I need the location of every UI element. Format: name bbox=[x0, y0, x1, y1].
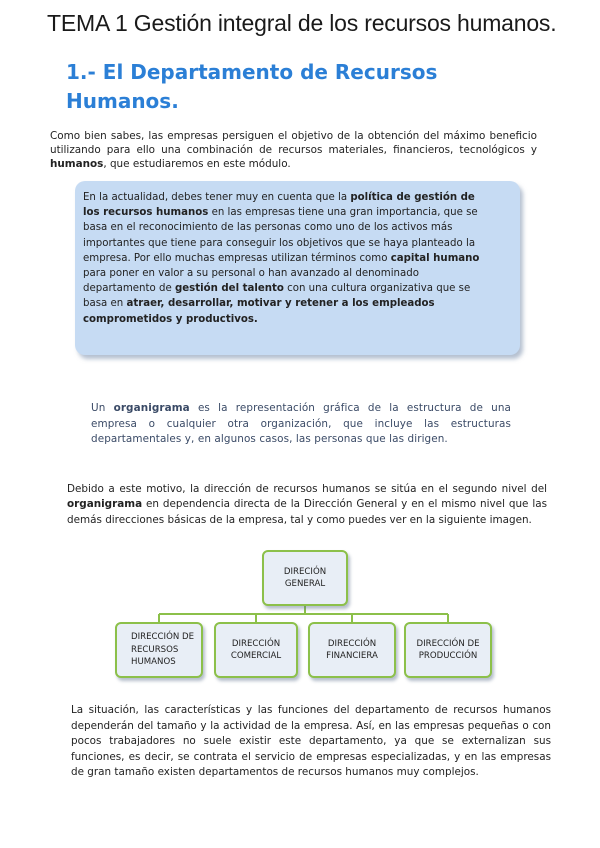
callout-box bbox=[75, 181, 520, 355]
org-node-produccion: DIRECCIÓN DE PRODUCCIÓN bbox=[404, 622, 492, 678]
section-heading: 1.- El Departamento de Recursos Humanos. bbox=[66, 60, 438, 113]
definition-paragraph: Un organigrama es la representación gráfica de la estructura de una empresa o cualquier otra organización, que incluye las estructuras departamentales y, en algunos casos, las personas que las dirigen. bbox=[91, 402, 512, 446]
closing-paragraph: La situación, las características y las funciones del departamento de recursos humanos dependerán del tamaño y la actividad de la empresa. Así, en las empresas pequeñas o con pocos trabajadores no suele existir este departamento, ya que se externalizan sus funciones, es decir, se contrata el servicio de empresas especializadas, y en las empresas de gran tamaño existen departamentos de recursos humanos muy complejos. bbox=[71, 704, 551, 779]
org-node-direccion-general: DIRECIÓN GENERAL bbox=[262, 550, 348, 606]
org-node-financiera: DIRECCIÓN FINANCIERA bbox=[308, 622, 396, 678]
position-paragraph: Debido a este motivo, la dirección de recursos humanos se sitúa en el segundo nivel del organigrama en dependencia directa de la Dirección General y en el mismo nivel que las demás direcciones básicas de la empresa, tal y como puedes ver en la siguiente imagen. bbox=[67, 483, 547, 526]
intro-bold-humanos: humanos bbox=[50, 158, 104, 170]
callout-text: En la actualidad, debes tener muy en cuenta que la política de gestión de los recursos humanos en las empresas tiene una gran importancia, que se basa en el reconocimiento de las personas como uno de los activos más importantes que tiene para conseguir los objetivos que se haya planteado la empresa. Por ello muchas empresas utilizan términos como capital humano para poner en valor a su personal o han avanzado al denominado departamento de gestión del talento con una cultura organizativa que se basa en atraer, desarrollar, motivar y retener a los empleados comprometidos y productivos. bbox=[83, 192, 480, 325]
page-title: TEMA 1 Gestión integral de los recursos humanos. bbox=[47, 10, 557, 36]
intro-paragraph: Como bien sabes, las empresas persiguen el objetivo de la obtención del máximo beneficio utilizando para ello una combinación de recursos materiales, financieros, tecnológicos y humanos, que estudiaremos en este módulo. bbox=[50, 130, 537, 170]
org-node-comercial: DIRECCIÓN COMERCIAL bbox=[214, 622, 298, 678]
org-node-recursos-humanos: DIRECCIÓN DE RECURSOS HUMANOS bbox=[115, 622, 203, 678]
